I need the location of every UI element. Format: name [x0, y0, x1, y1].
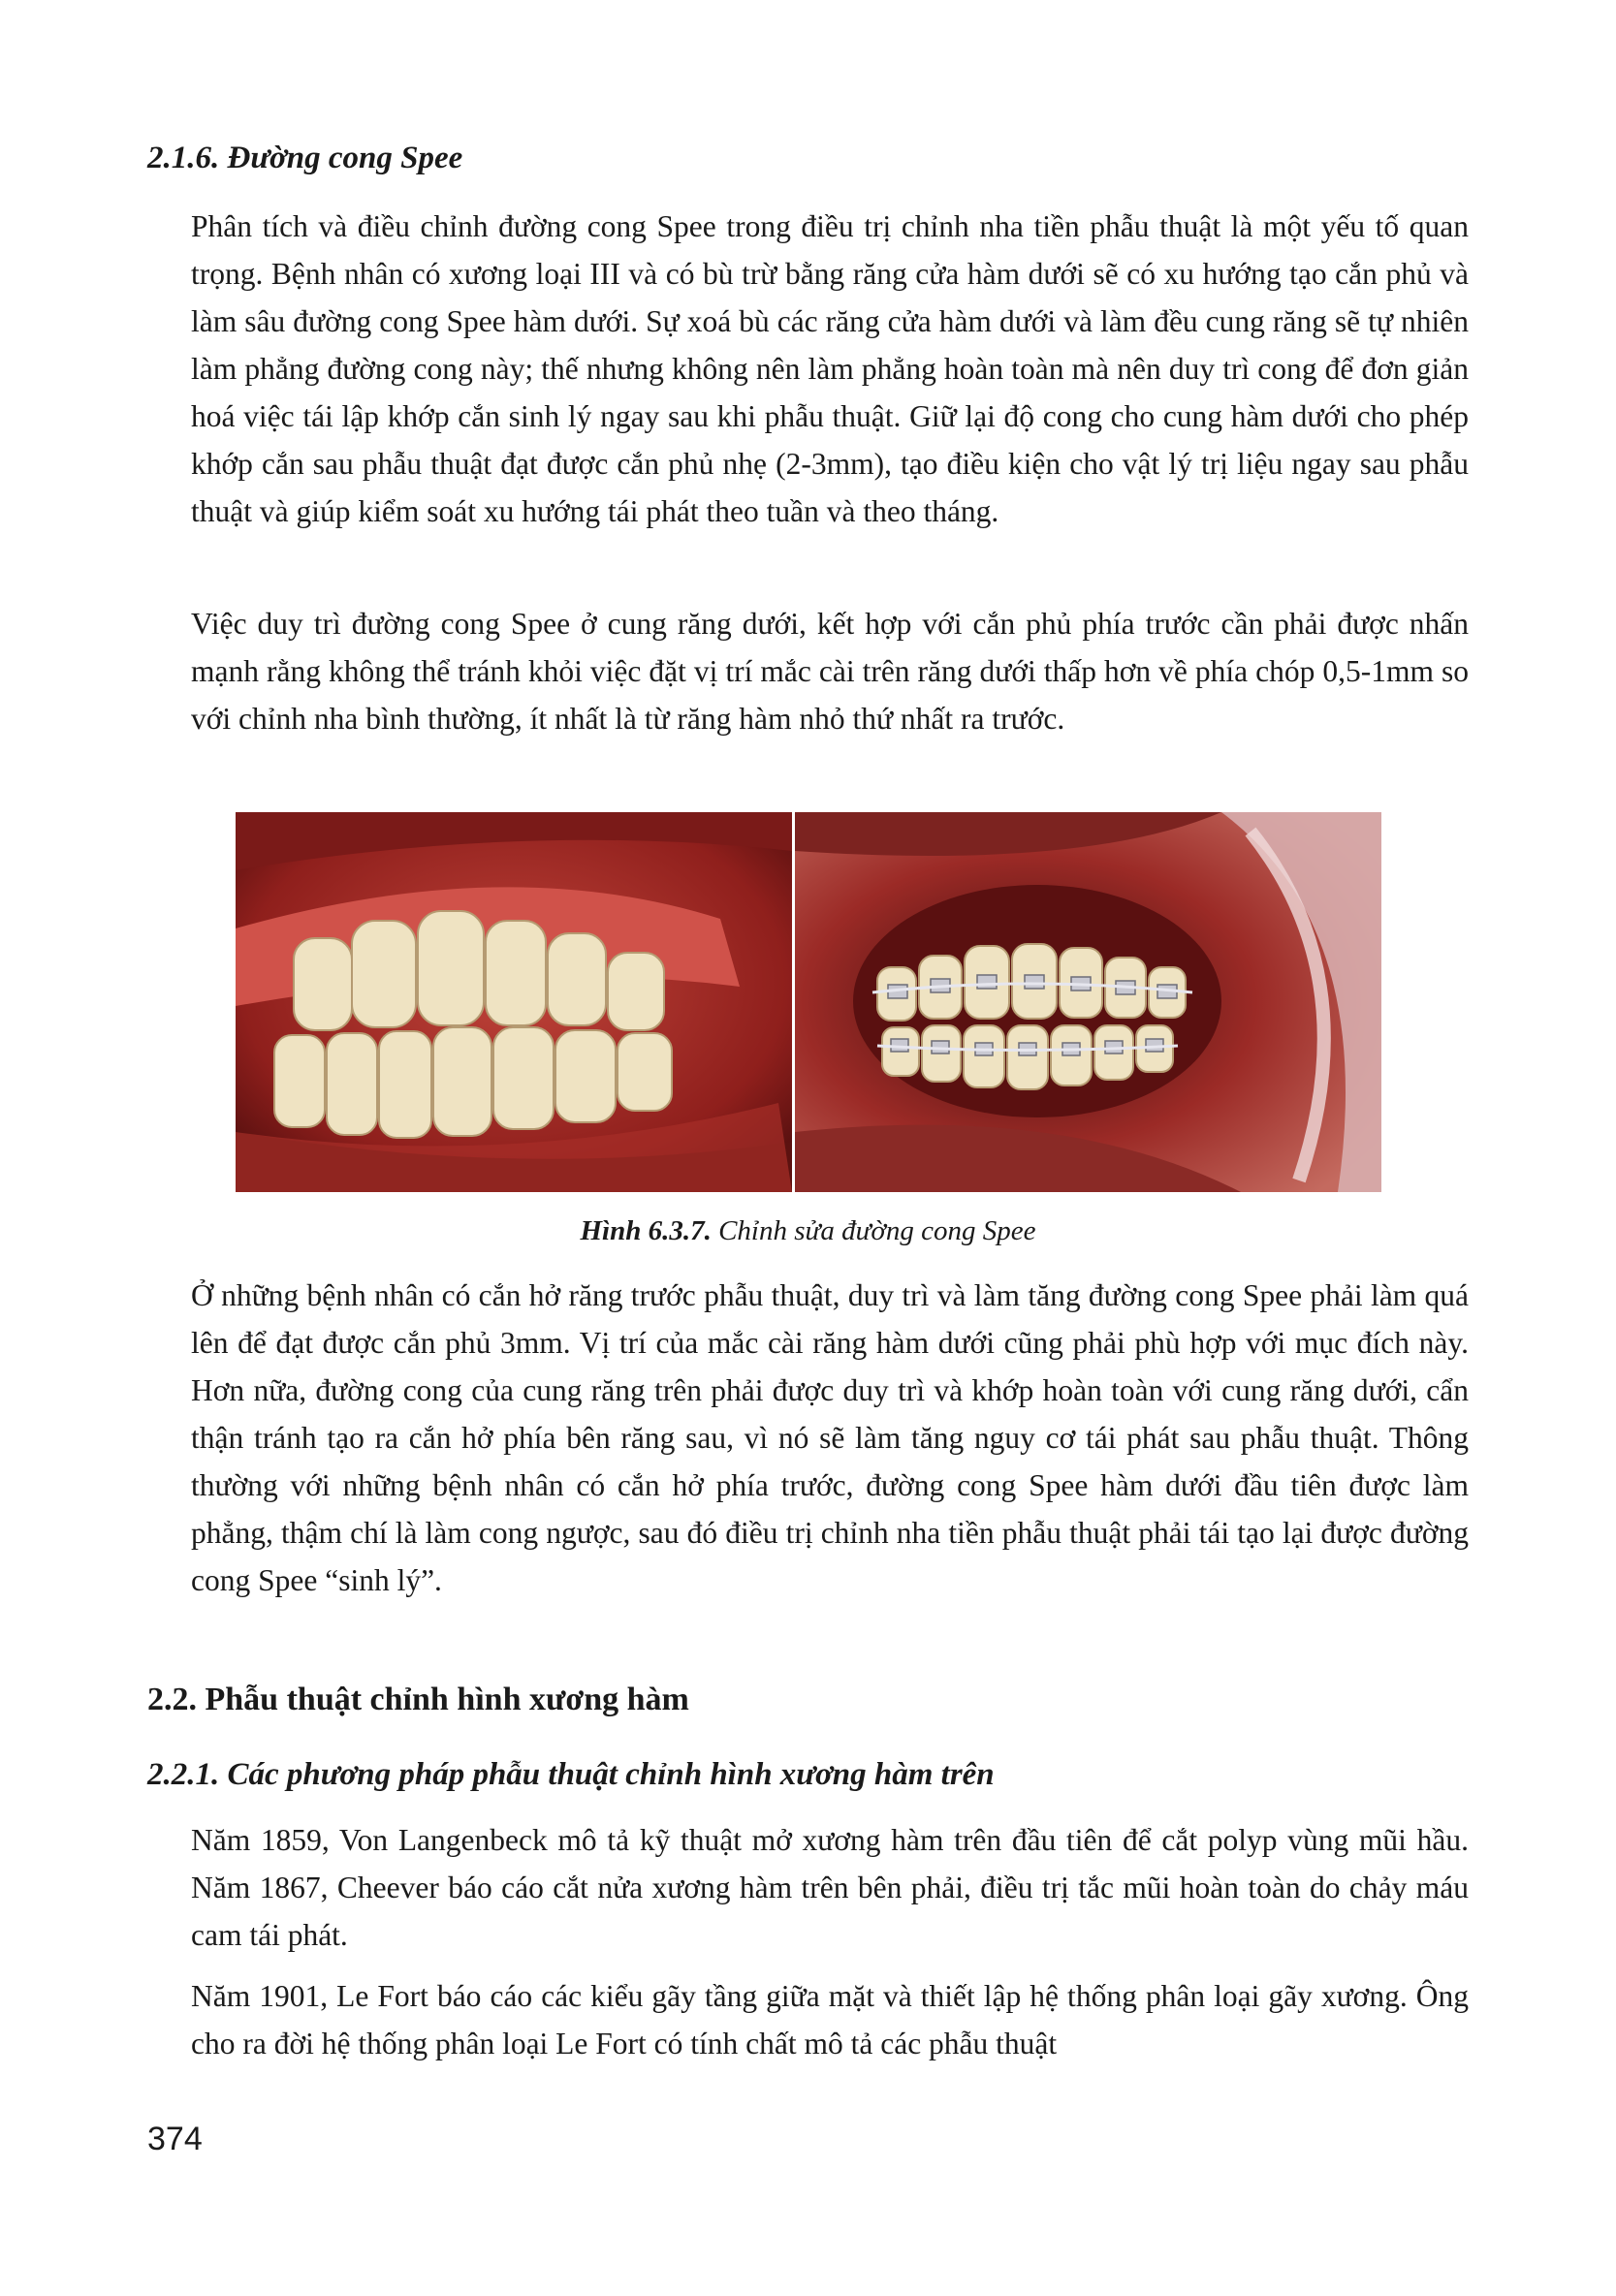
- figure-caption: [0, 1215, 1616, 1247]
- paragraph-spee-maintenance: Việc duy trì đường cong Spee ở cung răng dưới, kết hợp với cắn phủ phía trước cần phải được nhấn mạnh rằng không thể tránh khỏi việc đặt vị trí mắc cài trên răng dưới thấp hơn về phía chóp 0,5-1mm so với chỉnh nha bình thường, ít nhất là từ răng hàm nhỏ thứ nhất ra trước.: [191, 607, 1469, 736]
- section-heading-2-2: 2.2. Phẫu thuật chỉnh hình xương hàm: [147, 1682, 689, 1717]
- photo-before-treatment: [236, 812, 792, 1192]
- figure-6-3-7: [236, 812, 1381, 1192]
- photo-with-braces: [795, 812, 1381, 1192]
- paragraph-history-1859: Năm 1859, Von Langenbeck mô tả kỹ thuật mở xương hàm trên đầu tiên để cắt polyp vùng mũi hầu. Năm 1867, Cheever báo cáo cắt nửa xương hàm trên bên phải, điều trị tắc mũi hoàn toàn do chảy máu cam tái phát.: [191, 1823, 1469, 1952]
- paragraph-spee-analysis: Phân tích và điều chỉnh đường cong Spee trong điều trị chỉnh nha tiền phẫu thuật là một yếu tố quan trọng. Bệnh nhân có xương loại III và có bù trừ bằng răng cửa hàm dưới sẽ có xu hướng tạo cắn phủ và làm sâu đường cong Spee hàm dưới. Sự xoá bù các răng cửa hàm dưới và làm đều cung răng sẽ tự nhiên làm phẳng đường cong này; thế nhưng không nên làm phẳng hoàn toàn mà nên duy trì cong để đơn giản hoá việc tái lập khớp cắn sinh lý ngay sau khi phẫu thuật. Giữ lại độ cong cho cung hàm dưới cho phép khớp cắn sau phẫu thuật đạt được cắn phủ nhẹ (2-3mm), tạo điều kiện cho vật lý trị liệu ngay sau phẫu thuật và giúp kiểm soát xu hướng tái phát theo tuần và theo tháng.: [191, 209, 1469, 528]
- section-heading-2-1-6: 2.1.6. Đường cong Spee: [147, 141, 463, 175]
- paragraph-open-bite: Ở những bệnh nhân có cắn hở răng trước phẫu thuật, duy trì và làm tăng đường cong Spee phải làm quá lên để đạt được cắn phủ 3mm. Vị trí của mắc cài răng hàm dưới cũng phải phù hợp với mục đích này. Hơn nữa, đường cong của cung răng trên phải được duy trì và khớp hoàn toàn với cung răng dưới, cẩn thận tránh tạo ra cắn hở phía bên răng sau, vì nó sẽ làm tăng nguy cơ tái phát sau phẫu thuật. Thông thường với những bệnh nhân có cắn hở phía trước, đường cong Spee hàm dưới đầu tiên được làm phẳng, thậm chí là làm cong ngược, sau đó điều trị chỉnh nha tiền phẫu thuật phải tái tạo lại được đường cong Spee “sinh lý”.: [191, 1278, 1469, 1597]
- page-number: 374: [147, 2121, 203, 2157]
- paragraph-history-1901: Năm 1901, Le Fort báo cáo các kiểu gãy tầng giữa mặt và thiết lập hệ thống phân loại gãy xương. Ông cho ra đời hệ thống phân loại Le Fort có tính chất mô tả các phẫu thuật: [191, 1979, 1469, 2060]
- figure-caption-text: Chỉnh sửa đường cong Spee: [718, 1215, 1036, 1246]
- figure-caption-label: Hình 6.3.7.: [580, 1215, 712, 1246]
- section-heading-2-2-1: 2.2.1. Các phương pháp phẫu thuật chỉnh hình xương hàm trên: [147, 1757, 995, 1792]
